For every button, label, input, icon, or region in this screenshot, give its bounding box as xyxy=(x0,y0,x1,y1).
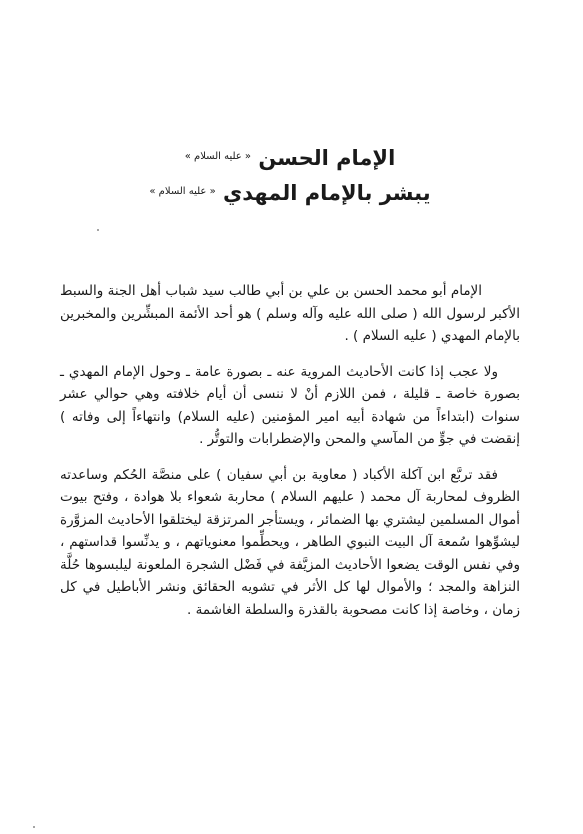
body-text xyxy=(60,280,520,634)
heading-blessing-2: « عليه السلام » xyxy=(149,186,216,197)
heading-line-1 xyxy=(100,140,480,175)
scan-speck xyxy=(97,229,99,231)
paragraph-3: فقد تربَّع ابن آكلة الأكباد ( معاوية بن أبي سفيان ) على منصَّة الحُكم وساعدته الظروف لمحاربة آل محمد ( عليهم السلام ) محاربة شعواء بلا هوادة ، وفتح بيوت أموال المسلمين ليشتري بها الضمائر ، ويستأجر المرتزقة ليختلقوا الأحاديث المزوَّرة ليشوِّهوا سُمعة آل البيت النبوي الطاهر ، ويحطِّموا معنوياتهم ، و يدنِّسوا قداستهم ، وفي نفس الوقت يضعوا الأحاديث المزيَّفة في فَضْل الشجرة الملعونة ليلبسوها حُلَّة النزاهة والمجد ؛ والأموال لها كل الأثر في تشويه الحقائق ونشر الأباطيل في كل زمان ، وخاصة إذا كانت مصحوبة بالقذرة والسلطة الغاشمة . xyxy=(60,466,520,618)
paragraph-2: ولا عجب إذا كانت الأحاديث المروية عنه ـ بصورة عامة ـ وحول الإمام المهدي ـ بصورة خاصة ـ قليلة ، فمن اللازم أنْ لا ننسى أن أيام خلافته وهي حوالي عشر سنوات (ابتداءاً من شهادة أبيه امير المؤمنين (عليه السلام) وانتهاءاً إلى وفاته ) إنقضت في جوٍّ من المآسي والمحن والإضطرابات والتوتُّر . xyxy=(60,363,520,447)
chapter-heading xyxy=(100,140,480,210)
paragraph-1: الإمام أبو محمد الحسن بن علي بن أبي طالب سيد شباب أهل الجنة والسبط الأكبر لرسول الله ( صلى الله عليه وآله وسلم ) هو أحد الأئمة المبشِّرين والمخبرين بالإمام المهدي ( عليه السلام ) . xyxy=(60,283,520,344)
heading-blessing-1: « عليه السلام » xyxy=(184,151,252,162)
heading-title-2: يبشر بالإمام المهدي xyxy=(223,181,431,205)
scan-speck xyxy=(33,826,35,828)
heading-title-1: الإمام الحسن xyxy=(258,146,396,170)
heading-line-2 xyxy=(100,175,480,210)
